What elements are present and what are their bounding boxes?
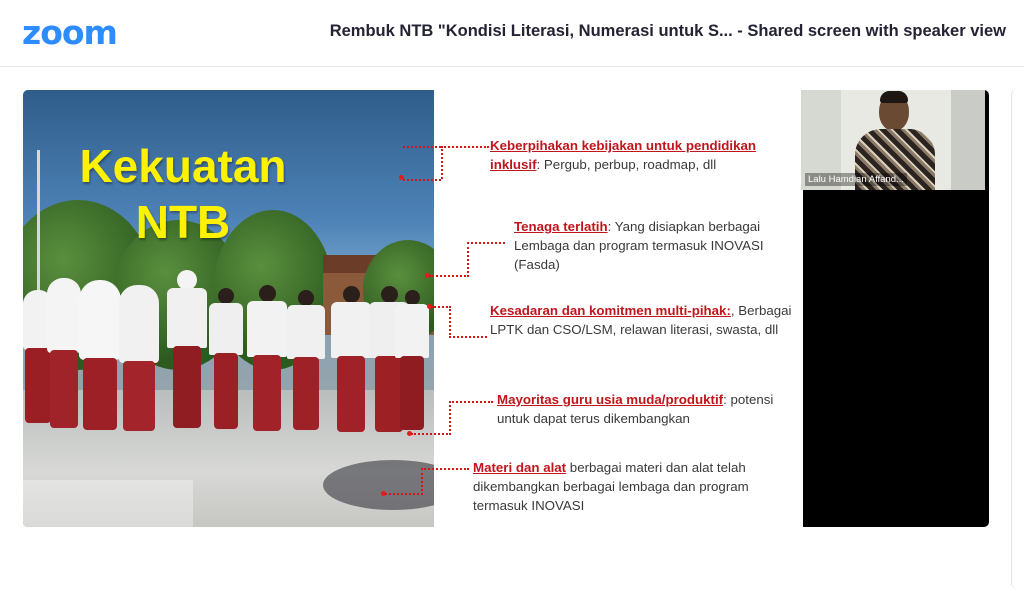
callout-text: : Yang disiapkan berbagai Lembaga dan program termasuk INOVASI (Fasda) — [514, 219, 764, 272]
callout-highlight: Kesadaran dan komitmen multi-pihak: — [490, 303, 731, 318]
callout-connector — [385, 468, 423, 495]
callout-multi-party — [490, 301, 795, 339]
callout-highlight: Keberpihakan kebijakan untuk pendidikan inklusif — [490, 138, 757, 172]
callout-trained-staff — [514, 217, 794, 274]
callout-highlight: Tenaga terlatih — [514, 219, 608, 234]
callout-text: : Pergub, perbup, roadmap, dll — [536, 157, 717, 172]
callout-inclusive-policy — [490, 136, 780, 174]
callout-connector — [421, 468, 469, 472]
callout-connector — [429, 242, 469, 277]
slide-title — [23, 138, 343, 250]
callout-materials — [473, 458, 763, 515]
shared-screen[interactable] — [23, 90, 989, 527]
callout-connector — [441, 146, 489, 179]
callout-text: , Berbagai LPTK dan CSO/LSM, relawan literasi, swasta, dll — [490, 303, 792, 337]
slide-photo — [23, 90, 434, 527]
callout-young-teachers — [497, 390, 777, 428]
callout-connector — [403, 146, 441, 181]
callout-connector — [411, 401, 451, 435]
meeting-viewer — [0, 67, 1024, 584]
callout-text: : potensi untuk dapat terus dikembangkan — [497, 392, 774, 426]
slide-title-line2: NTB — [135, 196, 231, 248]
callout-connector — [467, 242, 505, 246]
side-panel-edge — [1011, 89, 1024, 589]
callout-text: berbagai materi dan alat telah dikembangkan berbagai lembaga dan program termasuk INOVASI — [473, 460, 749, 513]
meeting-title: Rembuk NTB "Kondisi Literasi, Numerasi untuk S... - Shared screen with speaker view — [329, 22, 1006, 40]
top-bar — [0, 0, 1024, 67]
callout-highlight: Mayoritas guru usia muda/produktif — [497, 392, 724, 407]
callout-highlight: Materi dan alat — [473, 460, 567, 475]
speaker-video[interactable] — [801, 90, 985, 190]
presentation-slide — [23, 90, 803, 527]
callout-connector — [449, 336, 487, 340]
slide-title-line1: Kekuatan — [79, 140, 287, 192]
speaker-name: Lalu Hamdian Affand... — [805, 173, 907, 186]
zoom-logo: zoom — [22, 13, 117, 52]
callout-connector — [449, 401, 493, 405]
callout-connector — [431, 306, 451, 338]
